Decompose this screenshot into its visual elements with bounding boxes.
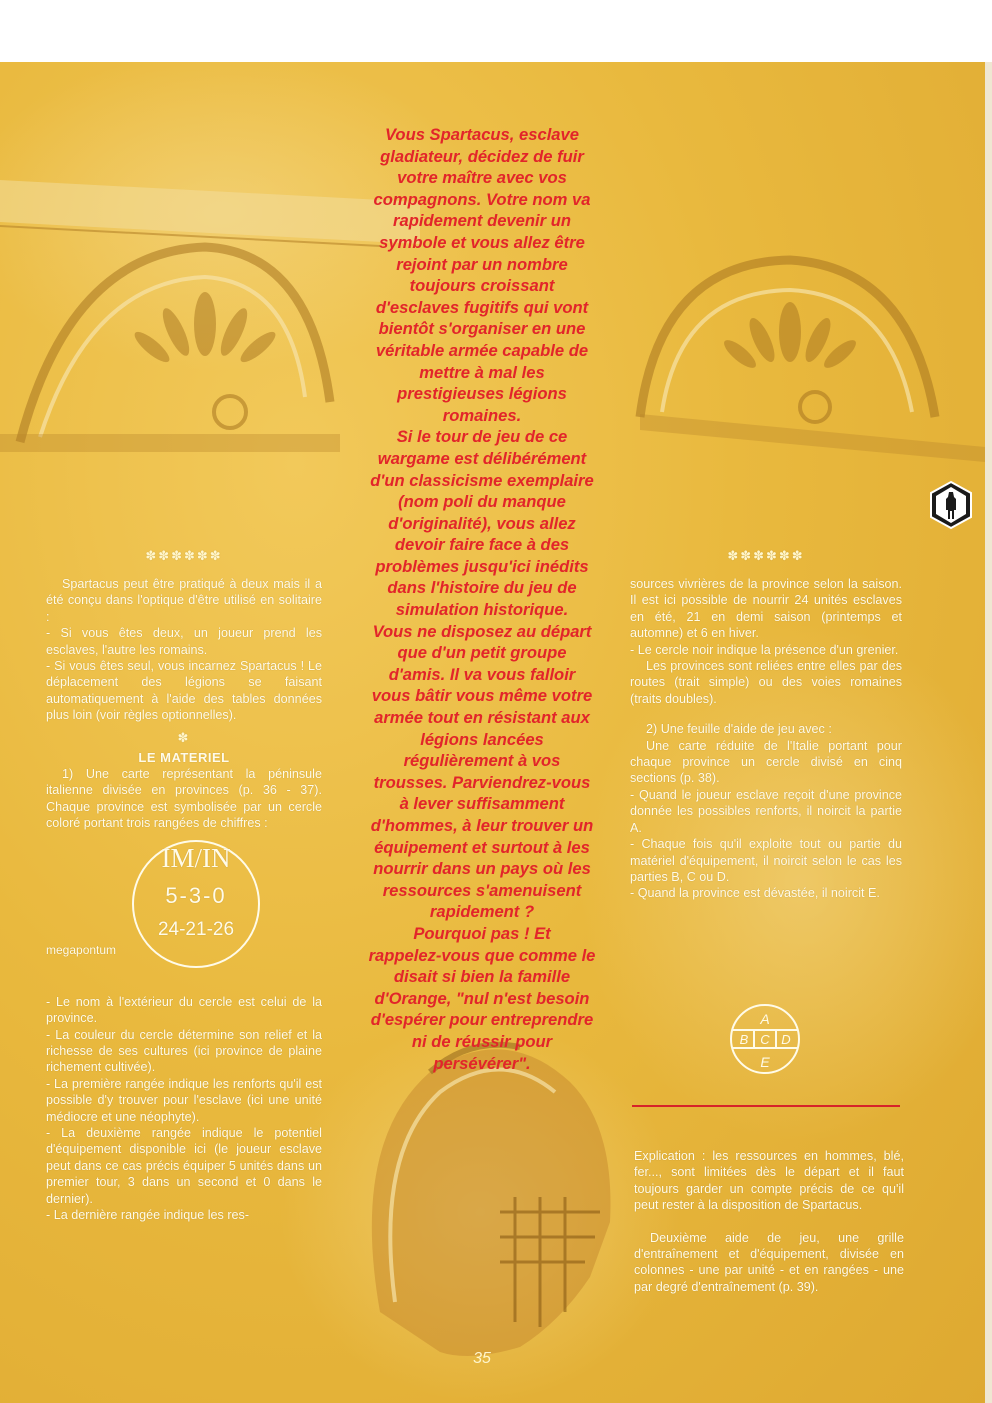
intro-line: gladiateur, décidez de fuir bbox=[380, 146, 584, 166]
intro-line: (nom poli du manque bbox=[398, 492, 566, 512]
circle-food: 24-21-26 bbox=[157, 918, 235, 940]
right-paragraph: Les provinces sont reliées entre elles par des routes (trait simple) ou des voies romaines (traits doubles). bbox=[630, 659, 902, 706]
intro-line: régulièrement à vos bbox=[403, 751, 561, 771]
province-circle bbox=[132, 840, 260, 968]
right-paragraph: - Quand le joueur esclave reçoit d'une province donnée les possibles renforts, il noircit la partie A. bbox=[630, 787, 902, 835]
intro-line: ni de réussir pour bbox=[411, 1031, 553, 1051]
magazine-page bbox=[0, 62, 985, 1403]
intro-line: romaines. bbox=[442, 405, 522, 425]
diagram-label-b: B bbox=[739, 1032, 749, 1047]
intro-line: rappelez-vous que comme le bbox=[368, 945, 596, 965]
intro-line: d'hommes, à leur trouver un bbox=[370, 816, 594, 835]
intro-line: symbole et vous allez être bbox=[379, 232, 585, 252]
page-number: 35 bbox=[473, 1350, 491, 1367]
right-paragraph: - Le cercle noir indique la présence d'un grenier. bbox=[630, 642, 899, 657]
intro-line: Si le tour de jeu de ce bbox=[396, 427, 568, 447]
red-separator bbox=[632, 1105, 900, 1107]
intro-line: à lever suffisamment bbox=[399, 794, 565, 814]
diagram-label-d: D bbox=[781, 1032, 791, 1047]
intro-line: d'un classicisme exemplaire bbox=[370, 470, 594, 490]
diagram-label-a: A bbox=[760, 1011, 770, 1027]
explanation-paragraph: Deuxième aide de jeu, une grille d'entraînement et d'équipement, divisée en colonnes - une par unité - et en rangées - une par degré d'entraînement (p. 39). bbox=[634, 1230, 904, 1294]
ornament-divider-small: ✽ bbox=[177, 729, 191, 745]
intro-line: légions lancées bbox=[420, 729, 544, 749]
right-paragraph: sources vivrières de la province selon la saison. Il est ici possible de nourrir 24 unités esclaves en été, 21 en demi saison (printemps et automne) et 6 en hiver. bbox=[630, 577, 902, 641]
intro-line: équipement et surtout à les bbox=[374, 837, 590, 857]
explanation-paragraph: Explication : les ressources en hommes, blé, fer..., sont limitées dès le départ et il faut toujours garder un compte précis de ce qu'il peut rester à la disposition de Spartacus. bbox=[634, 1149, 904, 1213]
intro-line: wargame est délibérément bbox=[377, 448, 587, 468]
intro-line: nourrir dans un pays où les bbox=[373, 859, 591, 879]
left-paragraph: 1) Une carte représentant la péninsule italienne divisée en provinces (p. 36 - 37). Chaque province est symbolisée par un cercle coloré portant trois rangées de chiffres : bbox=[46, 767, 322, 831]
left-column bbox=[46, 548, 322, 1223]
province-name: megapontum bbox=[46, 942, 117, 957]
left-bullet: - La première rangée indique les renforts qu'il est possible d'y trouver pour l'esclave (ici une unité médiocre et une néophyte). bbox=[46, 1076, 322, 1124]
page-edge bbox=[985, 62, 992, 1403]
explanation-block bbox=[634, 1148, 904, 1295]
intro-line: armée tout en résistant aux bbox=[374, 708, 590, 728]
circle-equipment: 5-3-0 bbox=[165, 882, 227, 908]
intro-line: bientôt s'organiser en une bbox=[378, 319, 586, 339]
intro-line: votre maître avec vos bbox=[397, 168, 567, 188]
intro-line: rejoint par un nombre bbox=[396, 254, 568, 274]
intro-text bbox=[342, 124, 622, 1074]
right-paragraph: Une carte réduite de l'Italie portant pour chaque province un cercle divisé en cinq sections (p. 38). bbox=[630, 738, 902, 786]
intro-line: vous bâtir vous même votre bbox=[371, 686, 593, 706]
intro-line: véritable armée capable de bbox=[375, 340, 589, 360]
intro-line: trousses. Parviendrez-vous bbox=[373, 772, 591, 792]
intro-line: ressources s'amenuisent bbox=[382, 880, 582, 900]
right-paragraph-label: 2) Une feuille d'aide de jeu avec : bbox=[646, 722, 832, 737]
intro-line: devoir faire face à des bbox=[394, 535, 570, 555]
circle-reinforcements: IM/IN bbox=[161, 842, 231, 873]
intro-line: mettre à mal les bbox=[419, 362, 545, 382]
province-circle-example bbox=[46, 840, 322, 972]
left-bullet: - La deuxième rangée indique le potentiel d'équipement disponible ici (le joueur esclave peut dans ce cas précis équiper 5 unités dans un premier tour, 3 dans un second et 0 dans le dernier). bbox=[46, 1125, 322, 1206]
intro-line: Vous Spartacus, esclave bbox=[384, 125, 579, 144]
diagram-label-c: C bbox=[760, 1032, 770, 1047]
section-circle-diagram bbox=[720, 1000, 810, 1078]
ornament-divider: ✽✽✽✽✽✽ bbox=[727, 548, 805, 563]
intro-line: dans l'histoire du jeu de bbox=[387, 578, 577, 598]
intro-line: rapidement devenir un bbox=[393, 211, 571, 231]
ornament-divider: ✽✽✽✽✽✽ bbox=[145, 548, 223, 563]
intro-line: d'amis. Il va vous falloir bbox=[388, 664, 576, 684]
intro-line: disait si bien la famille bbox=[393, 967, 571, 987]
intro-line: d'esclaves fugitifs qui vont bbox=[375, 297, 589, 317]
intro-line: d'espérer pour entreprendre bbox=[370, 1010, 594, 1030]
intro-line: que d'un petit groupe bbox=[397, 643, 567, 663]
intro-line: Vous ne disposez au départ bbox=[372, 621, 592, 641]
intro-line: persévérer". bbox=[433, 1053, 531, 1073]
intro-line: toujours croissant bbox=[409, 276, 555, 296]
gladiator-tab-icon bbox=[929, 480, 973, 530]
intro-line: problèmes jusqu'ici inédits bbox=[375, 556, 589, 576]
diagram-label-e: E bbox=[760, 1054, 770, 1070]
right-paragraph: - Chaque fois qu'il exploite tout ou partie du matériel d'équipement, il noircit selon le cas les parties B, C ou D. bbox=[630, 837, 902, 884]
intro-line: Pourquoi pas ! Et bbox=[413, 923, 551, 943]
left-bullet: - La dernière rangée indique les res- bbox=[46, 1207, 250, 1222]
intro-line: d'originalité), vous allez bbox=[388, 513, 576, 533]
right-column bbox=[630, 548, 902, 902]
left-bullet: - Le nom à l'extérieur du cercle est celui de la province. bbox=[46, 994, 322, 1026]
intro-line: d'Orange, "nul n'est besoin bbox=[374, 988, 590, 1008]
left-paragraph: - Si vous êtes deux, un joueur prend les esclaves, l'autre les romains. bbox=[46, 626, 322, 657]
left-paragraph: Spartacus peut être pratiqué à deux mais il a été conçu dans l'optique d'être utilisé en solitaire : bbox=[46, 577, 322, 624]
intro-line: simulation historique. bbox=[395, 600, 569, 620]
left-paragraph: - Si vous êtes seul, vous incarnez Spartacus ! Le déplacement des légions se faisant automatiquement à l'aide des tables données plus loin (voir règles optionnelles). bbox=[46, 659, 322, 723]
left-bullet: - La couleur du cercle détermine son relief et la richesse de ses cultures (ici province de plaine richement cultivée). bbox=[46, 1027, 322, 1075]
intro-line: rapidement ? bbox=[429, 902, 535, 922]
right-paragraph: - Quand la province est dévastée, il noircit E. bbox=[630, 886, 880, 901]
intro-line: prestigieuses légions bbox=[397, 384, 567, 404]
right-architectural-ornament bbox=[640, 260, 985, 462]
section-heading: LE MATERIEL bbox=[138, 749, 230, 765]
intro-line: compagnons. Votre nom va bbox=[373, 189, 591, 209]
